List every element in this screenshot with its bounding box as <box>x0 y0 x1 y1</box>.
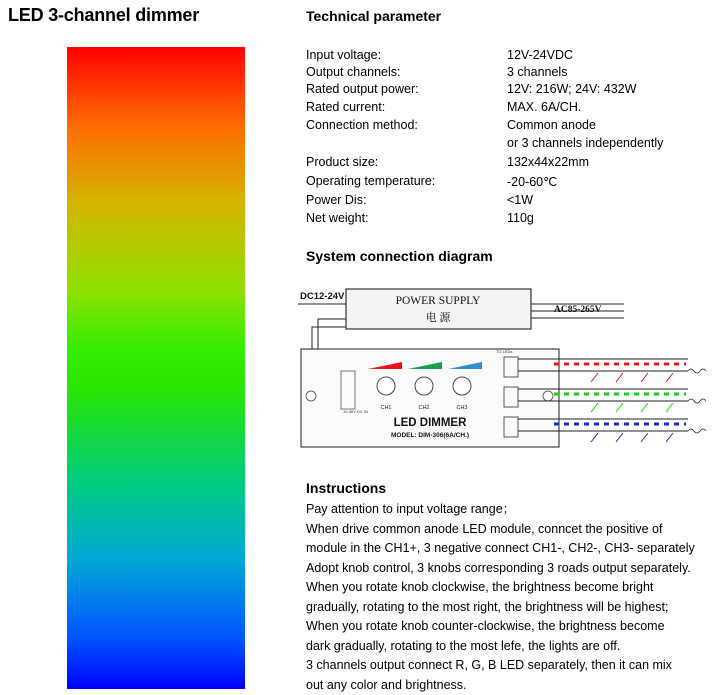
instruction-line: gradually, rotating to the most right, the brightness will be highest; <box>306 598 668 618</box>
dc-voltage-label: DC12-24V <box>300 291 345 302</box>
instruction-line: When drive common anode LED module, conncet the positive of <box>306 520 662 540</box>
param-label: Operating temperature: <box>306 174 435 188</box>
param-value: 12V-24VDC <box>507 48 573 62</box>
diagram-heading: System connection diagram <box>306 248 493 264</box>
ch2-label: CH2 <box>418 405 429 411</box>
param-label: Power Dis: <box>306 193 366 207</box>
instruction-line: Adopt knob control, 3 knobs corresponding 3 roads output separately. <box>306 559 691 579</box>
param-label: Product size: <box>306 155 378 169</box>
instruction-line: When you rotate knob clockwise, the brightness become bright <box>306 578 653 598</box>
param-value: 110g <box>507 211 534 225</box>
dc-in-label: 10-36V DC IN <box>343 409 368 414</box>
power-supply-label: POWER SUPPLY <box>396 295 481 307</box>
param-value: Common anode <box>507 118 596 132</box>
param-label: Output channels: <box>306 65 401 79</box>
param-value: 132x44x22mm <box>507 155 589 169</box>
page-title: LED 3-channel dimmer <box>8 5 199 26</box>
instruction-line: Pay attention to input voltage range； <box>306 500 515 520</box>
color-gradient-bar <box>67 47 245 689</box>
ch1-label: CH1 <box>380 405 391 411</box>
instruction-line: out any color and brightness. <box>306 676 467 695</box>
param-label: Input voltage: <box>306 48 381 62</box>
param-label: Connection method: <box>306 118 418 132</box>
tech-heading: Technical parameter <box>306 8 441 24</box>
dimmer-model: MODEL: DIM-306(6A/CH.) <box>391 432 469 439</box>
instruction-line: When you rotate knob counter-clockwise, the brightness become <box>306 617 665 637</box>
instruction-line: module in the CH1+, 3 negative connect CH1-, CH2-, CH3- separately <box>306 539 695 559</box>
param-label: Rated output power: <box>306 82 419 96</box>
param-label: Rated current: <box>306 100 385 114</box>
instructions-heading: Instructions <box>306 480 386 496</box>
instruction-line: dark gradually, rotating to the most lefe, the lights are off. <box>306 637 620 657</box>
param-value: 12V: 216W; 24V: 432W <box>507 82 636 96</box>
param-value: or 3 channels independently <box>507 136 663 150</box>
dimmer-name: LED DIMMER <box>394 417 468 429</box>
ch3-label: CH3 <box>456 405 467 411</box>
param-label: Net weight: <box>306 211 369 225</box>
param-value: 3 channels <box>507 65 567 79</box>
param-value: <1W <box>507 193 533 207</box>
param-value: -20-60℃ <box>507 174 557 189</box>
param-value: MAX. 6A/CH. <box>507 100 581 114</box>
power-supply-cn-label: 电 源 <box>426 310 452 324</box>
connection-diagram <box>298 283 722 465</box>
to-leds-label: TO LEDs <box>496 349 512 354</box>
ac-voltage-label: AC85-265V <box>554 305 602 315</box>
instruction-line: 3 channels output connect R, G, B LED separately, then it can mix <box>306 656 672 676</box>
